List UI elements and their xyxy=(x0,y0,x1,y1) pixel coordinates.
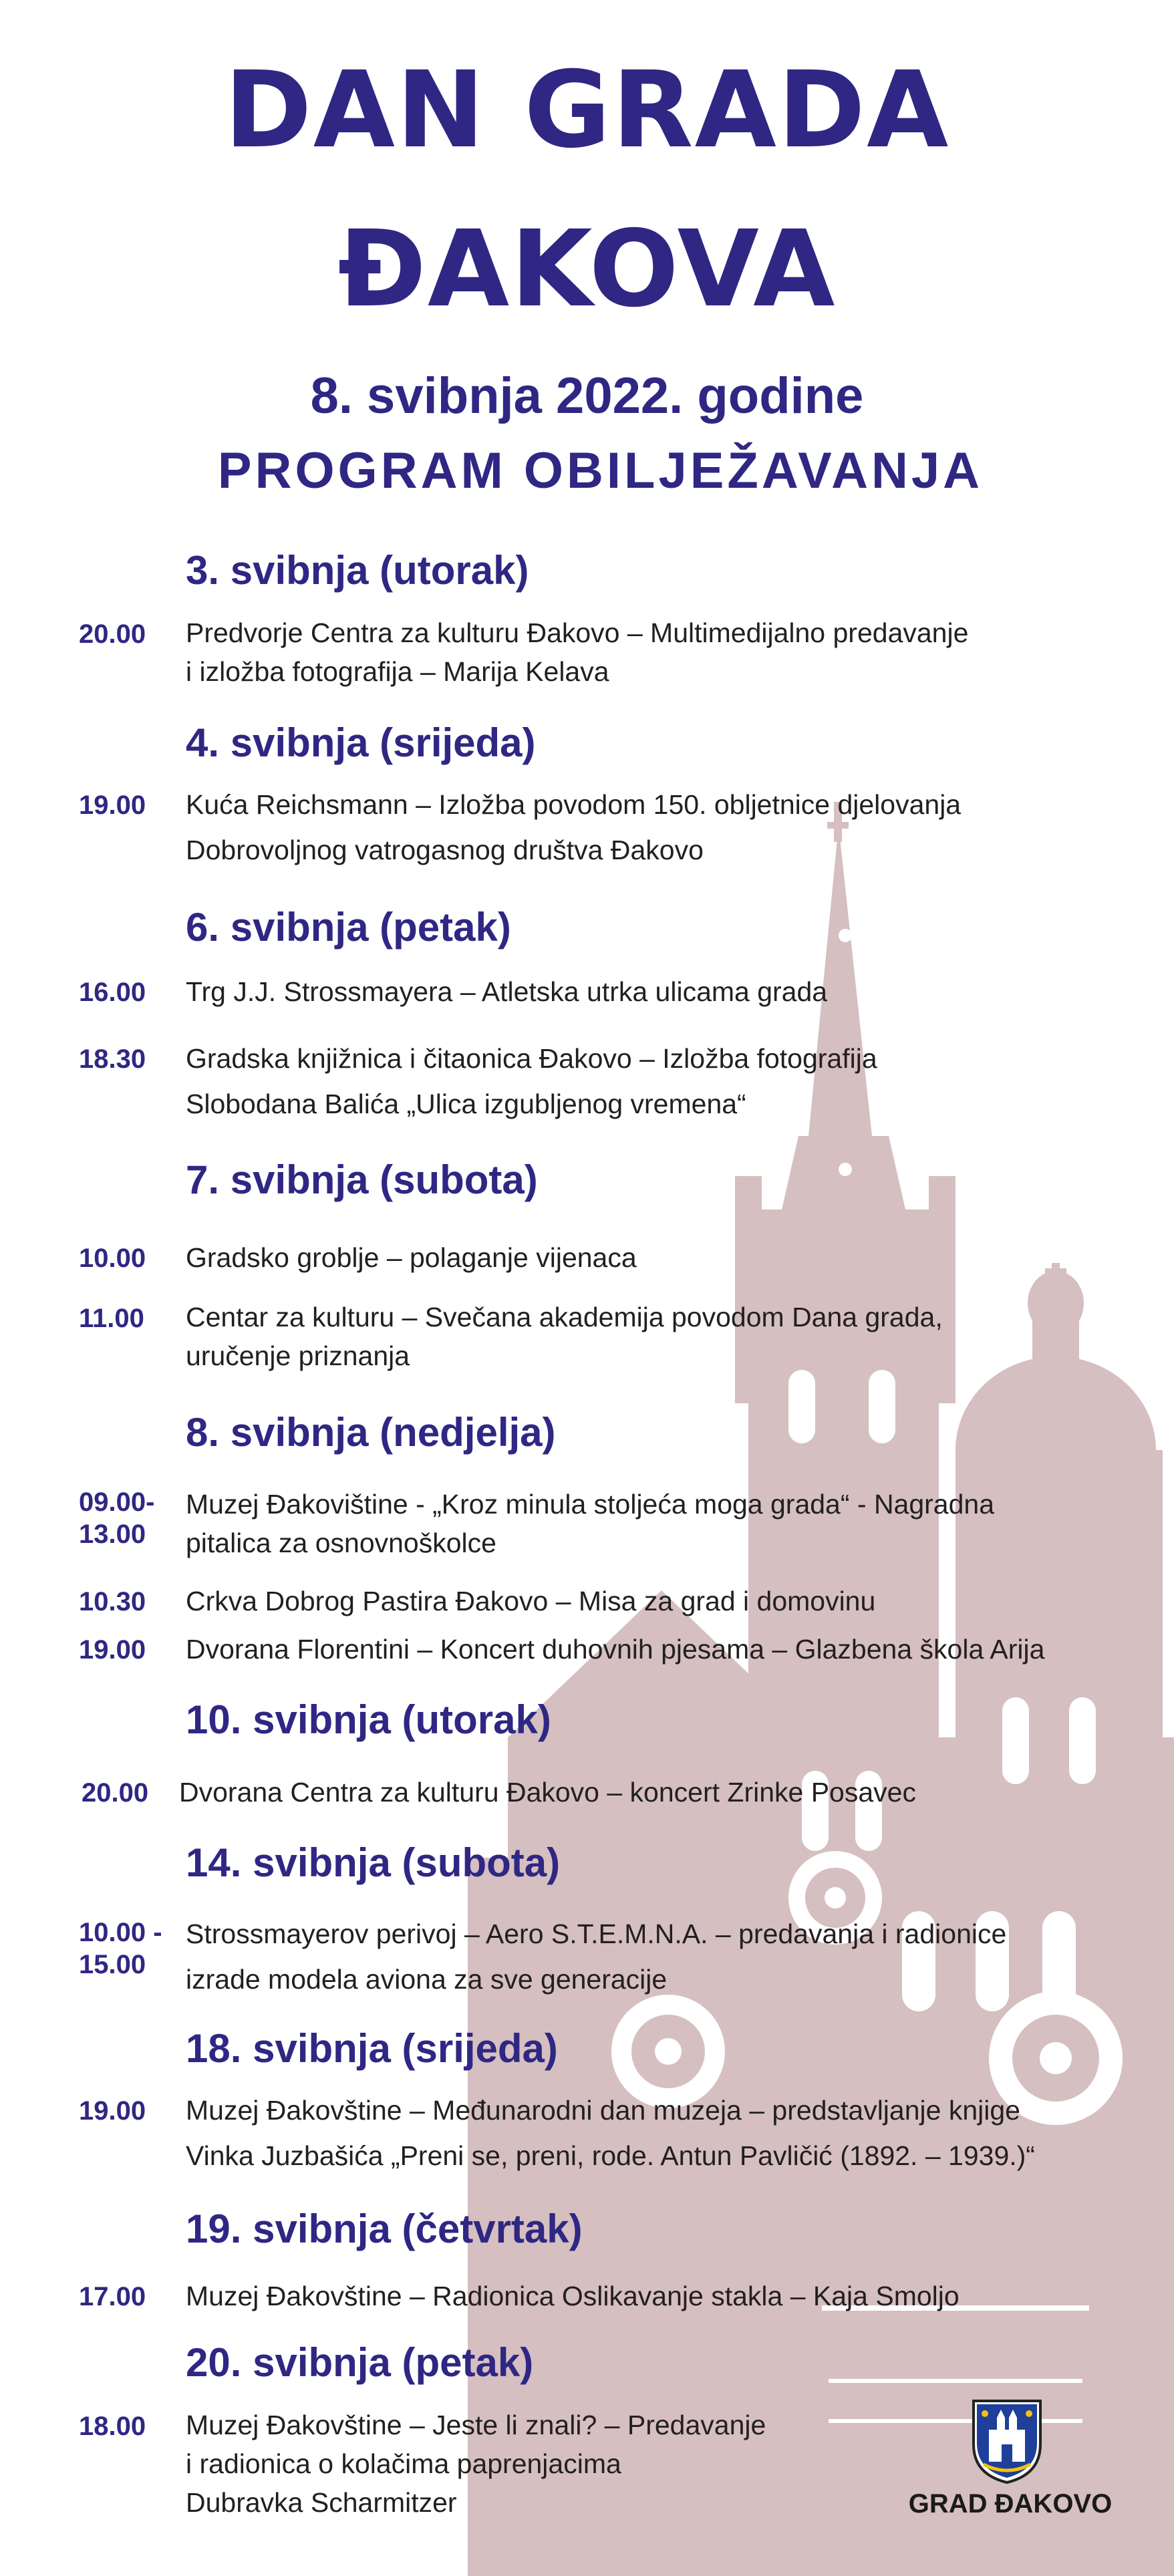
event-description xyxy=(186,1235,637,1280)
event-line: Trg J.J. Strossmayera – Atletska utrka ulicama grada xyxy=(186,976,828,1007)
event-description xyxy=(186,969,827,1014)
event-line: Muzej Đakovištine - „Kroz minula stoljeća moga grada“ - Nagradna xyxy=(186,1489,995,1520)
event-line: i izložba fotografija – Marija Kelava xyxy=(186,656,609,687)
event-line: Muzej Đakovštine – Radionica Oslikavanje stakla – Kaja Smoljo xyxy=(186,2281,960,2311)
event-time: 18.00 xyxy=(79,2412,146,2441)
event-line: Predvorje Centra za kulturu Đakovo – Multimedijalno predavanje xyxy=(186,617,969,648)
event-line: Vinka Juzbašića „Preni se, preni, rode. Antun Pavličić (1892. – 1939.)“ xyxy=(186,2140,1035,2171)
day-heading: 4. svibnja (srijeda) xyxy=(186,720,536,765)
day-heading: 3. svibnja (utorak) xyxy=(186,548,529,593)
event-time: 10.30 xyxy=(79,1587,146,1616)
day-heading: 19. svibnja (četvrtak) xyxy=(186,2206,583,2251)
event-line: Dobrovoljnog vatrogasnog društva Đakovo xyxy=(186,835,704,865)
event-line: Slobodana Balića „Ulica izgubljenog vremena“ xyxy=(186,1089,746,1119)
event-line: izrade modela aviona za sve generacije xyxy=(186,1964,668,1995)
event-line: pitalica za osnovnoškolce xyxy=(186,1528,496,1558)
title-line-2: ĐAKOVA xyxy=(337,208,837,331)
event-line: Dvorana Florentini – Koncert duhovnih pjesama – Glazbena škola Arija xyxy=(186,1634,1045,1665)
event-description xyxy=(186,1298,943,1375)
event-line: Kuća Reichsmann – Izložba povodom 150. obljetnice djelovanja xyxy=(186,789,962,820)
day-heading: 10. svibnja (utorak) xyxy=(186,1697,551,1742)
event-description xyxy=(186,613,968,691)
event-time: 19.00 xyxy=(79,791,146,820)
crest-label: GRAD ĐAKOVO xyxy=(908,2489,1113,2519)
day-heading: 6. svibnja (petak) xyxy=(186,905,511,950)
title-line-1: DAN GRADA xyxy=(224,49,950,172)
day-heading: 8. svibnja (nedjelja) xyxy=(186,1410,556,1455)
event-description xyxy=(186,2273,960,2319)
event-line: Muzej Đakovštine – Međunarodni dan muzeja – predstavljanje knjige xyxy=(186,2095,1020,2126)
event-description xyxy=(186,782,961,873)
event-time: 19.00 xyxy=(79,2096,146,2126)
event-description xyxy=(186,2406,766,2522)
event-time: 19.00 xyxy=(79,1635,146,1665)
event-line: uručenje priznanja xyxy=(186,1340,410,1371)
event-description xyxy=(186,2088,1035,2178)
event-line: Crkva Dobrog Pastira Đakovo – Misa za grad i domovinu xyxy=(186,1586,876,1616)
event-time: 10.00 xyxy=(79,1244,146,1273)
event-date: 8. svibnja 2022. godine xyxy=(310,368,864,424)
event-time: 17.00 xyxy=(79,2282,146,2311)
event-line: Dubravka Scharmitzer xyxy=(186,2487,457,2518)
event-line: i radionica o kolačima paprenjacima xyxy=(186,2448,621,2479)
event-line: Centar za kulturu – Svečana akademija povodom Dana grada, xyxy=(186,1302,943,1332)
event-description xyxy=(186,1626,1044,1672)
event-time: 20.00 xyxy=(82,1778,149,1808)
event-line: Gradsko groblje – polaganje vijenaca xyxy=(186,1242,637,1273)
day-heading: 14. svibnja (subota) xyxy=(186,1840,561,1885)
event-description xyxy=(179,1769,916,1815)
day-heading: 7. svibnja (subota) xyxy=(186,1157,538,1202)
event-description xyxy=(186,1911,1006,2002)
city-crest-icon xyxy=(970,2398,1044,2484)
event-time: 09.00- 13.00 xyxy=(79,1487,155,1549)
event-time: 10.00 - 15.00 xyxy=(79,1918,162,1979)
event-time: 20.00 xyxy=(79,619,146,649)
event-description xyxy=(186,1485,994,1562)
event-time: 16.00 xyxy=(79,978,146,1007)
event-time: 18.30 xyxy=(79,1044,146,1074)
day-heading: 18. svibnja (srijeda) xyxy=(186,2026,558,2071)
event-line: Dvorana Centra za kulturu Đakovo – koncert Zrinke Posavec xyxy=(179,1777,916,1808)
program-title: PROGRAM OBILJEŽAVANJA xyxy=(217,442,984,499)
event-line: Strossmayerov perivoj – Aero S.T.E.M.N.A. – predavanja i radionice xyxy=(186,1918,1007,1949)
event-line: Muzej Đakovštine – Jeste li znali? – Predavanje xyxy=(186,2410,766,2440)
day-heading: 20. svibnja (petak) xyxy=(186,2340,534,2385)
event-description xyxy=(186,1578,875,1624)
event-description xyxy=(186,1036,877,1127)
event-time: 11.00 xyxy=(79,1304,144,1333)
event-line: Gradska knjižnica i čitaonica Đakovo – Izložba fotografija xyxy=(186,1043,877,1074)
